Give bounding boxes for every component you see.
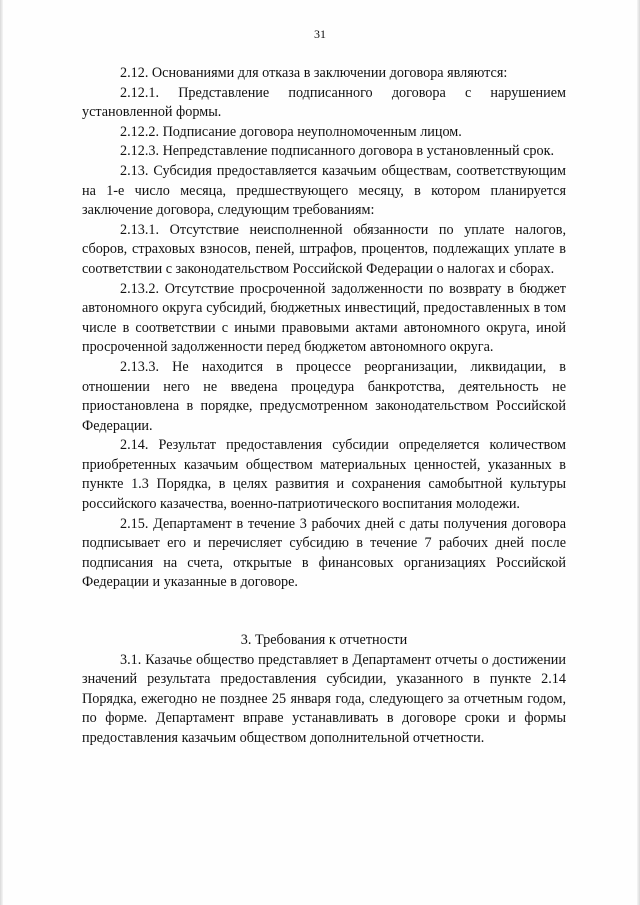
paragraph-2-14: 2.14. Результат предоставления субсидии определяется количеством приобретенных казачьим обществом материальных ценностей, указанных в пункте 1.3 Порядка, в целях развития и сохранения самобытной культуры российского казачества, военно-патриотического воспитания молодежи. — [82, 437, 566, 513]
paragraph-2-12-2: 2.12.2. Подписание договора неуполномоченным лицом. — [120, 123, 462, 140]
paragraph-2-12-1: 2.12.1. Представление подписанного договора с нарушением установленной формы. — [82, 84, 566, 121]
document-body — [82, 64, 566, 749]
paragraph-2-13: 2.13. Субсидия предоставляется казачьим обществам, соответствующим на 1-е число месяца, предшествующего месяцу, в котором планируется заключение договора, следующим требованиям: — [82, 162, 566, 219]
paragraph-2-13-1: 2.13.1. Отсутствие неисполненной обязанности по уплате налогов, сборов, страховых взносов, пеней, штрафов, процентов, подлежащих уплате в соответствии с законодательством Российской Федерации о налогах и сборах. — [82, 221, 566, 277]
scan-edge-left — [0, 0, 3, 905]
paragraph-2-12: 2.12. Основаниями для отказа в заключении договора являются: — [120, 65, 508, 81]
paragraph-2-13-2: 2.13.2. Отсутствие просроченной задолженности по возврату в бюджет автономного округа субсидий, бюджетных инвестиций, предоставленных в том числе в соответствии с иными правовыми актами автономного округа, иной просроченной задолженности перед бюджетом автономного округа. — [82, 280, 566, 356]
paragraph-2-12-3: 2.12.3. Непредставление подписанного договора в установленный срок. — [120, 143, 555, 160]
paragraph-2-15: 2.15. Департамент в течение 3 рабочих дней с даты получения договора подписывает его и перечисляет субсидию в течение 7 рабочих дней после подписания на счета, открытые в финансовых организациях Российской Федерации и указанные в договоре. — [82, 515, 566, 591]
section-3-heading: 3. Требования к отчетности — [240, 632, 408, 649]
paragraph-3-1: 3.1. Казачье общество представляет в Департамент отчеты о достижении значений результата предоставления субсидии, указанного в пункте 2.14 Порядка, ежегодно не позднее 25 января года, следующего за отчетным годом, по форме. Департамент вправе устанавливать в договоре сроки и формы предоставления казачьим обществом дополнительной отчетности. — [82, 651, 566, 746]
paragraph-2-13-3: 2.13.3. Не находится в процессе реорганизации, ликвидации, в отношении него не введена процедура банкротства, деятельность не приостановлена в порядке, предусмотренном законодательством Российской Федерации. — [82, 358, 566, 434]
page-number: 31 — [314, 27, 326, 41]
